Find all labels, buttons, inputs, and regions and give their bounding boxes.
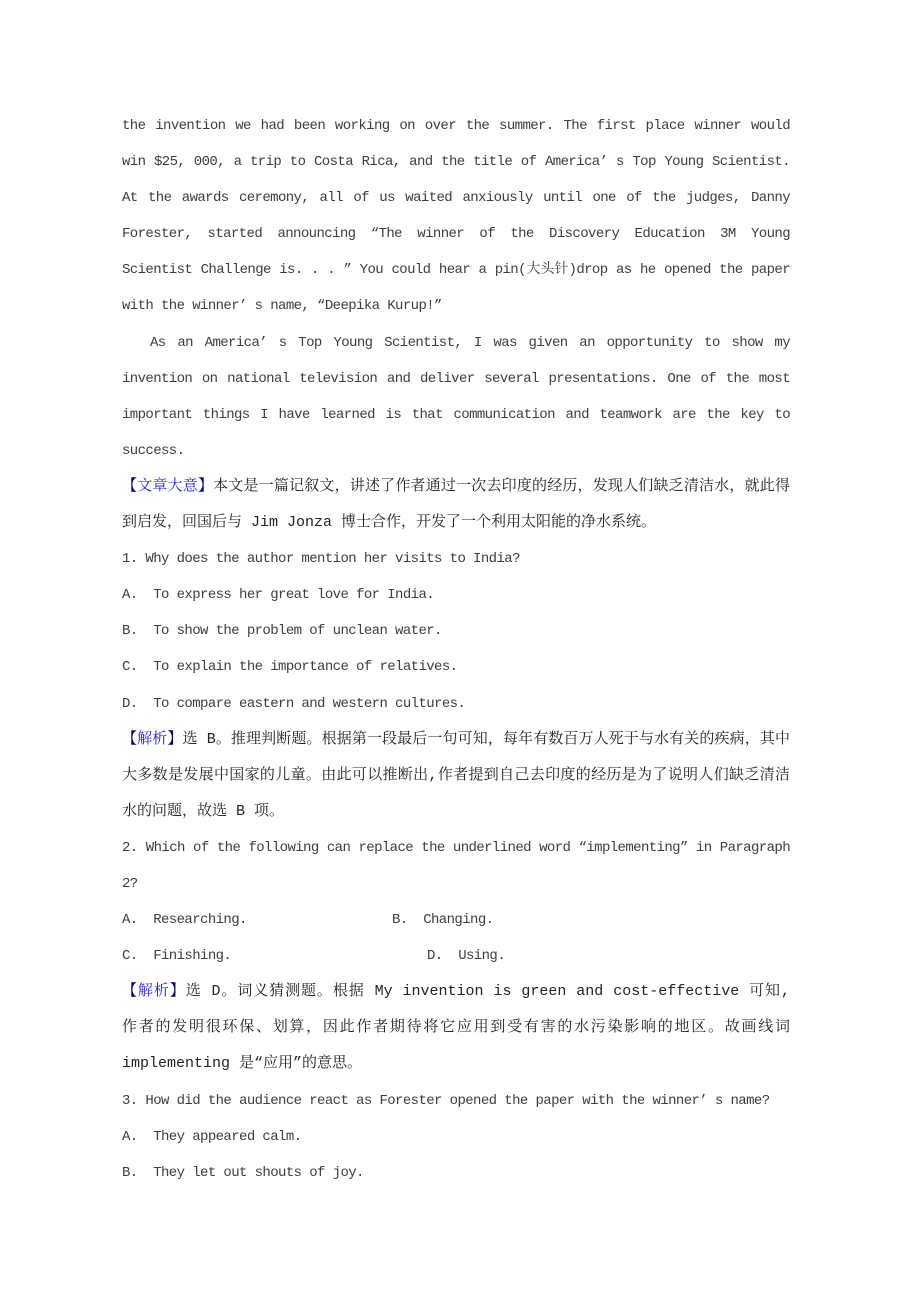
question-2-option-b: B. Changing. — [392, 912, 494, 929]
question-1-option-b: B. To show the problem of unclean water. — [122, 623, 442, 640]
question-3-option-a: A. They appeared calm. — [122, 1128, 302, 1145]
passage-paragraph-2: As an America’ s Top Young Scientist, I was given an opportunity to show my invention on national television and deliver several presentations. One of the most important things I have learned is that communication and teamwork are the key to success. — [122, 334, 790, 459]
question-2-option-c: C. Finishing. — [122, 948, 232, 965]
summary-body: 本文是一篇记叙文，讲述了作者通过一次去印度的经历，发现人们缺乏清洁水，就此得到启发，回国后与 Jim Jonza 博士合作，开发了一个利用太阳能的净水系统。 — [122, 477, 790, 532]
passage-paragraph-1: the invention we had been working on over the summer. The first place winner would win $25, 000, a trip to Costa Rica, and the title of America’ s Top Young Scientist. At the awards ceremony, all of us waited anxiously until one of the judges, Danny Forester, started announcing “The winner of the Discovery Education 3M Young Scientist Challenge is. . . ” You could hear a pin(大头针)drop as he opened the paper with the winner’ s name, “Deepika Kurup!” — [122, 118, 790, 315]
question-1-option-d: D. To compare eastern and western cultures. — [122, 695, 466, 712]
question-2-options-row-2 — [122, 938, 790, 974]
analysis-2-bracket-close: 】 — [169, 983, 186, 1001]
question-2-analysis — [122, 974, 790, 1082]
analysis-1-label: 解析 — [137, 730, 168, 748]
question-2-option-a: A. Researching. — [122, 912, 247, 929]
question-1-analysis — [122, 722, 790, 830]
analysis-2-body: 选 D。词义猜测题。根据 My invention is green and cost-effective 可知, 作者的发明很环保、划算，因此作者期待将它应用到受有害的水污染影响的地区。故画线词 implementing 是“应用”的意思。 — [122, 983, 790, 1073]
passage-summary — [122, 469, 790, 541]
question-2-options-row-1 — [122, 902, 790, 938]
summary-label: 文章大意 — [137, 477, 198, 495]
summary-bracket-close: 】 — [197, 477, 214, 495]
question-1-text: 1. Why does the author mention her visits to India? — [122, 551, 520, 568]
question-2-text: 2. Which of the following can replace the underlined word “implementing” in Paragraph 2? — [122, 839, 790, 892]
summary-bracket-open: 【 — [122, 477, 138, 495]
analysis-1-bracket-open: 【 — [122, 730, 138, 748]
question-2-option-d: D. Using. — [427, 948, 506, 965]
analysis-1-bracket-close: 】 — [167, 730, 183, 748]
question-3-option-b: B. They let out shouts of joy. — [122, 1164, 364, 1181]
question-1-option-c: C. To explain the importance of relatives. — [122, 659, 458, 676]
analysis-1-body: 选 B。推理判断题。根据第一段最后一句可知，每年有数百万人死于与水有关的疾病，其中大多数是发展中国家的儿童。由此可以推断出,作者提到自己去印度的经历是为了说明人们缺乏清洁水的问题，故选 B 项。 — [122, 730, 790, 820]
analysis-2-label: 解析 — [137, 983, 170, 1001]
question-1-option-a: A. To express her great love for India. — [122, 587, 435, 604]
analysis-2-bracket-open: 【 — [122, 983, 138, 1001]
question-3-text: 3. How did the audience react as Forester opened the paper with the winner’ s name? — [122, 1092, 770, 1109]
